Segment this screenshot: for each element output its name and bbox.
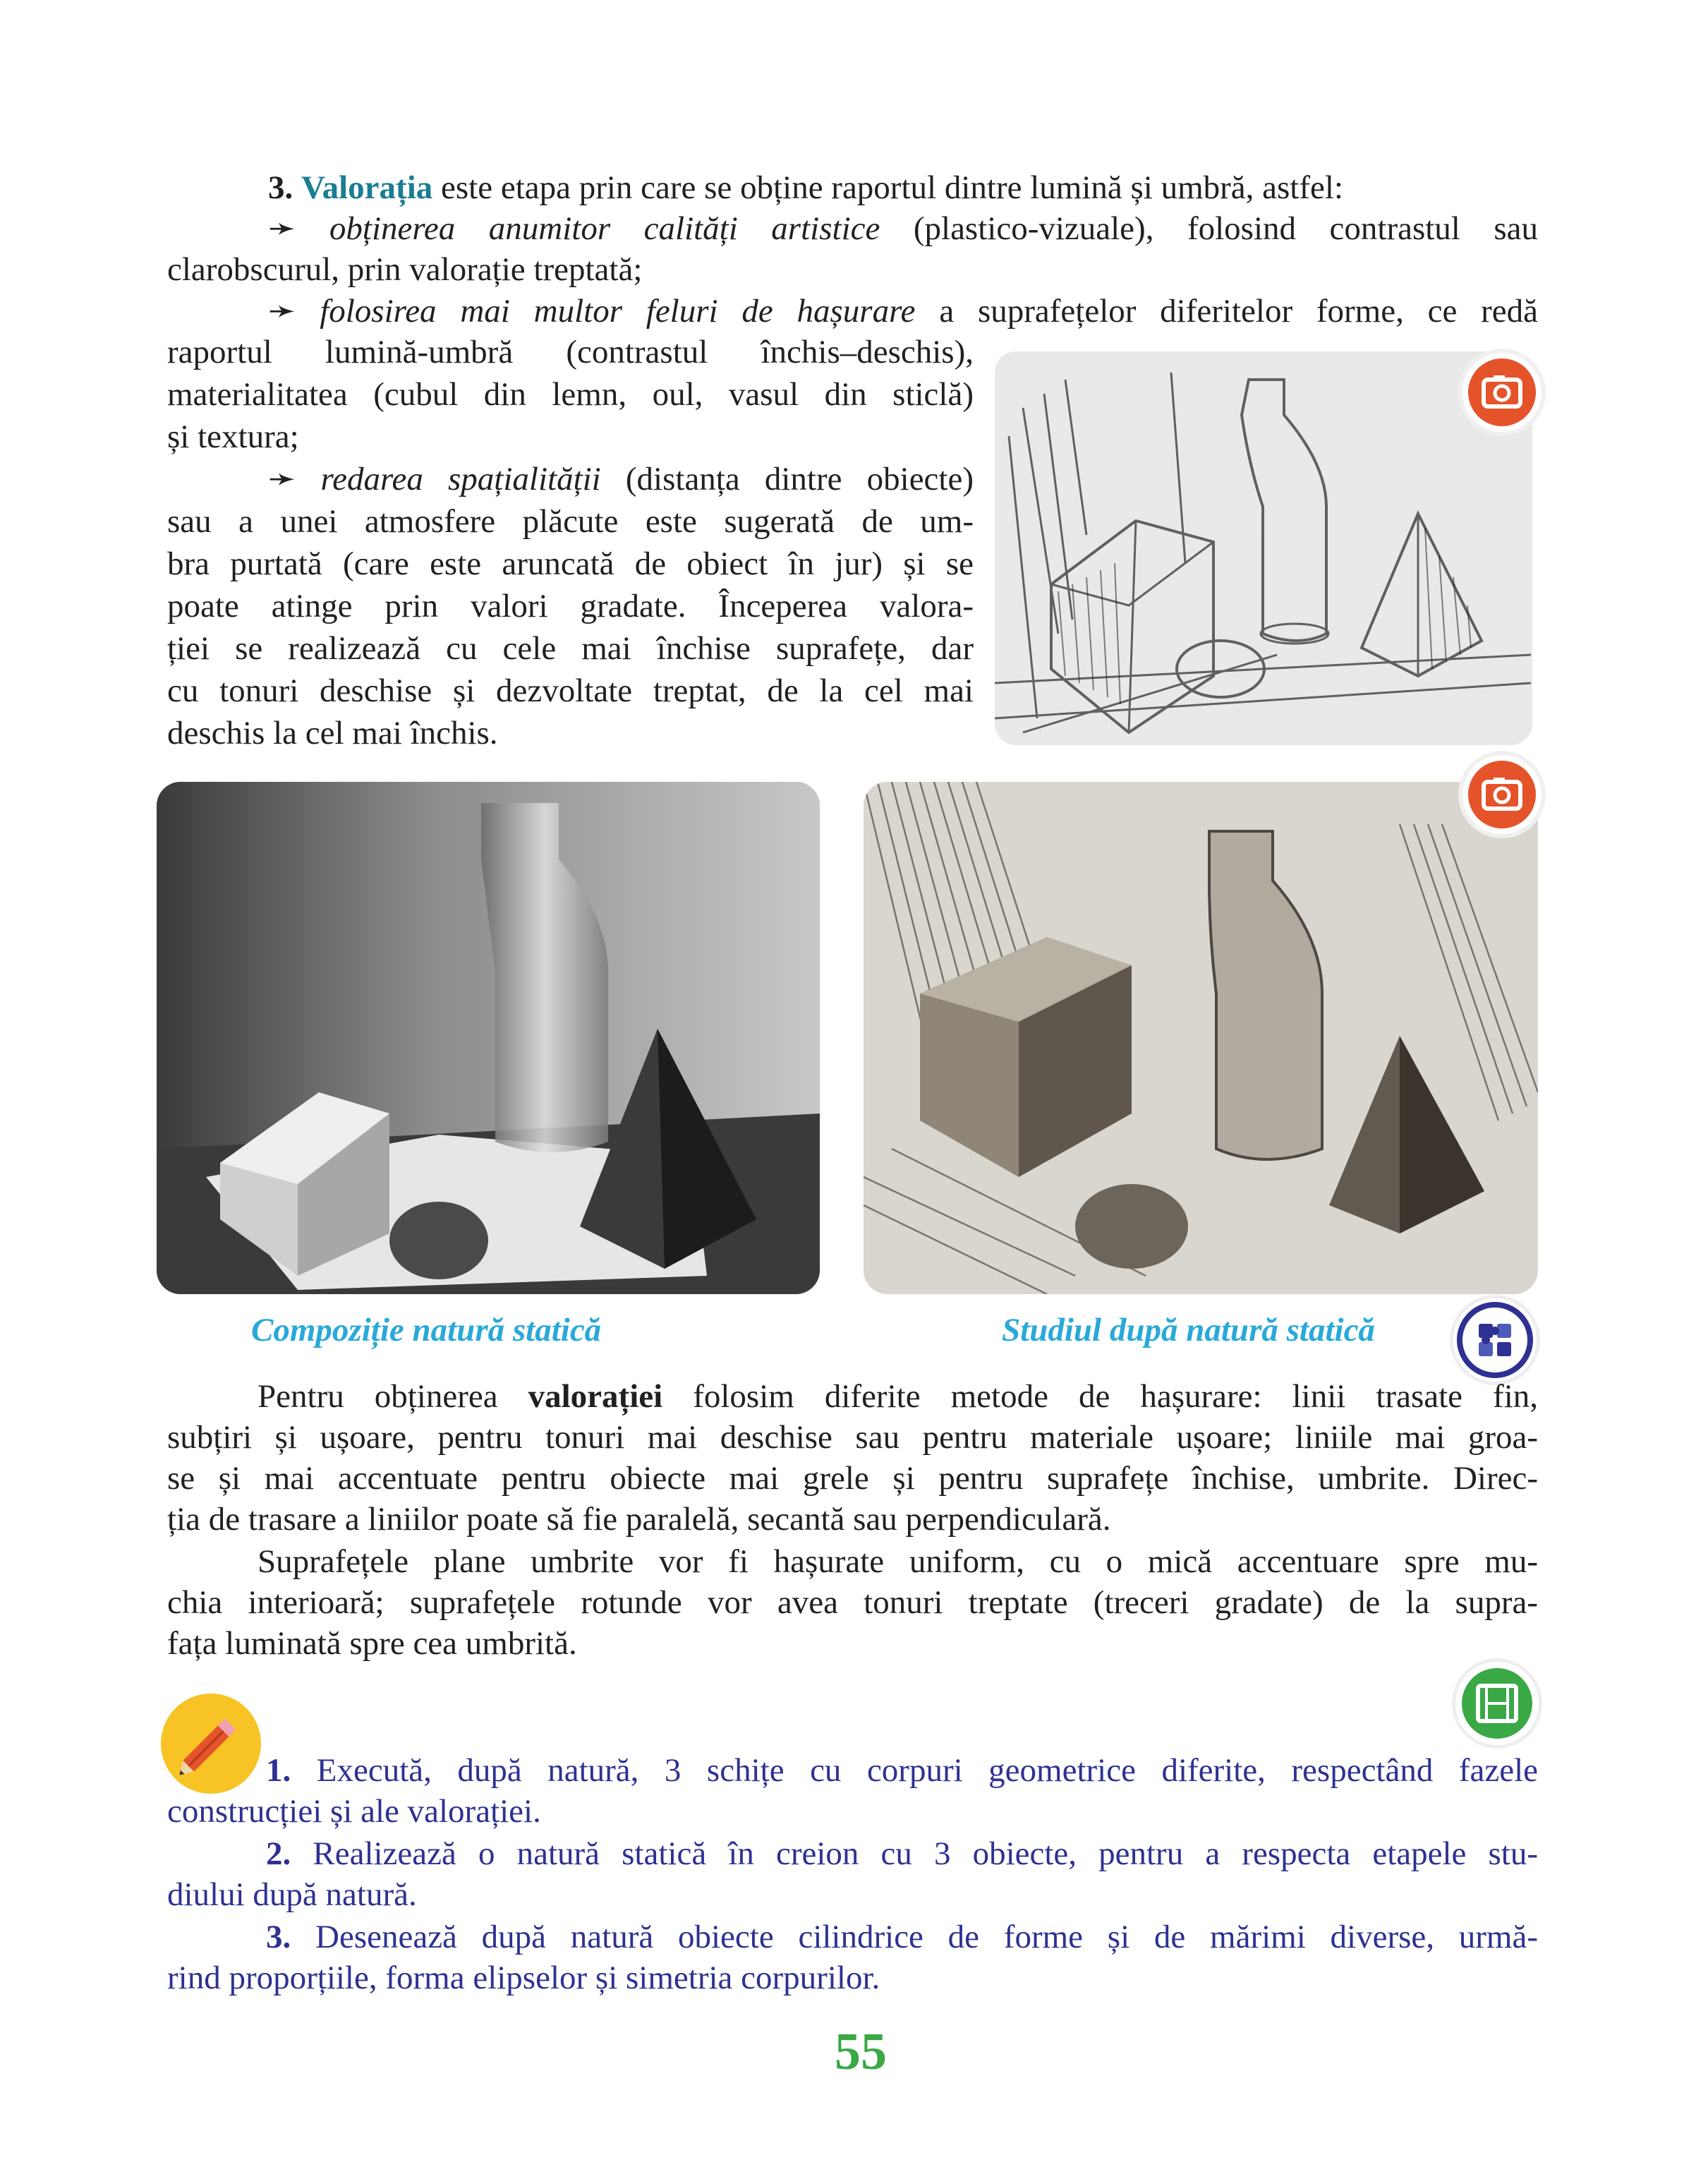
camera-icon-graphic [1462, 755, 1542, 834]
task-1-line1 [266, 1749, 1538, 1792]
bullet2-line1 [268, 289, 1538, 333]
task-1-number: 1. [266, 1752, 291, 1789]
task-1-line2: construcției și ale valorației. [167, 1793, 541, 1830]
paragraph2-line2: chia interioară; suprafețele rotunde vor avea tonuri treptate (treceri gradate) de la supra- [167, 1584, 1538, 1621]
film-icon-graphic [1455, 1662, 1539, 1745]
camera-icon-graphic [1462, 353, 1542, 432]
film-icon [1455, 1662, 1539, 1745]
task-3-line1 [266, 1915, 1538, 1959]
bullet3-line6: cu tonuri deschise și dezvoltate treptat, de la cel mai [167, 672, 974, 709]
bullet2-line4: și textura; [167, 418, 299, 455]
puzzle-icon [1453, 1298, 1537, 1382]
bullet3-line3: bra purtată (care este aruncată de obiect în jur) și se [167, 545, 974, 582]
shaded-sketch [864, 782, 1538, 1294]
sketch-line-drawing-image [995, 351, 1532, 745]
task-2-line2: diului după natură. [167, 1876, 417, 1913]
section3-intro-text: este etapa prin care se obține raportul dintre lumină și umbră, astfel: [441, 169, 1343, 206]
bullet3-italic: redarea spațialității [320, 461, 601, 497]
bullet3-line2: sau a unei atmosfere plăcute este sugerată de um- [167, 503, 974, 540]
bullet3-line1 [268, 457, 974, 501]
bullet2-line3: materialitatea (cubul din lemn, oul, vasul din sticlă) [167, 376, 974, 413]
camera-icon [1462, 755, 1542, 834]
section3-term: Valorația [301, 169, 433, 206]
paragraph1-line1 [258, 1375, 1538, 1418]
task-3-text: Desenează după natură obiecte cilindrice de forme și de mărimi diverse, urmă- [315, 1919, 1538, 1955]
paragraph1-line2: subțiri și ușoare, pentru tonuri mai deschise sau pentru materiale ușoare; liniile mai groa- [167, 1419, 1538, 1456]
bullet1-line1 [268, 207, 1538, 250]
bullet1-italic: obținerea anumitor calități artistice [329, 210, 880, 247]
task-3-line2: rind proporțiile, forma elipselor și simetria corpurilor. [167, 1960, 880, 1996]
paragraph1-line4: ția de trasare a liniilor poate să fie paralelă, secantă sau perpendiculară. [167, 1501, 1111, 1538]
bullet3-line4: poate atinge prin valori gradate. Începerea valora- [167, 588, 974, 624]
bullet2-rest: a suprafețelor diferitelor forme, ce redă [939, 293, 1539, 330]
arrow-bullet-icon: ➛ [268, 210, 296, 247]
bullet3-line7: deschis la cel mai închis. [167, 715, 498, 751]
still-life-photo-image [157, 782, 820, 1294]
puzzle-icon-graphic [1453, 1298, 1537, 1382]
paragraph2-line3: fața luminată spre cea umbrită. [167, 1625, 577, 1662]
bullet1-rest: (plastico-vizuale), folosind contrastul sau [913, 210, 1539, 247]
arrow-bullet-icon: ➛ [268, 461, 296, 497]
bullet2-line2: raportul lumină-umbră (contrastul închis–deschis), [167, 334, 974, 370]
paragraph1-start: Pentru obținerea [258, 1378, 498, 1415]
shaded-sketch-image [864, 782, 1538, 1294]
task-3-number: 3. [266, 1919, 291, 1955]
bullet3-line5: ției se realizează cu cele mai închise suprafețe, dar [167, 630, 974, 667]
arrow-bullet-icon: ➛ [268, 293, 296, 330]
section3-number: 3. [268, 169, 293, 206]
caption-left: Compoziție natură statică [251, 1312, 602, 1348]
paragraph1-line3: se și mai accentuate pentru obiecte mai grele și pentru suprafețe închise, umbrite. Direc- [167, 1460, 1538, 1497]
bullet2-italic: folosirea mai multor feluri de hașurare [320, 293, 916, 330]
bullet1-line2: clarobscurul, prin valorație treptată; [167, 251, 643, 288]
bullet3-rest: (distanța dintre obiecte) [625, 461, 974, 497]
page-number: 55 [835, 2023, 887, 2081]
pencil-icon [161, 1694, 261, 1794]
caption-right: Studiul după natură statică [1002, 1312, 1375, 1348]
paragraph1-bold: valorației [528, 1378, 663, 1415]
camera-icon [1462, 353, 1542, 432]
section3-intro [268, 166, 1538, 210]
paragraph1-rest: folosim diferite metode de hașurare: linii trasate fin, [693, 1378, 1538, 1415]
task-1-text: Execută, după natură, 3 schițe cu corpuri geometrice diferite, respectând fazele [316, 1752, 1539, 1789]
pencil-icon-graphic [161, 1694, 261, 1794]
paragraph2-line1: Suprafețele plane umbrite vor fi hașurate uniform, cu o mică accentuare spre mu- [258, 1543, 1538, 1580]
sketch-line-drawing [995, 351, 1532, 745]
still-life-photo [157, 782, 820, 1294]
task-2-number: 2. [266, 1835, 291, 1872]
task-2-line1 [266, 1832, 1538, 1876]
task-2-text: Realizează o natură statică în creion cu 3 obiecte, pentru a respecta etapele stu- [313, 1835, 1539, 1872]
